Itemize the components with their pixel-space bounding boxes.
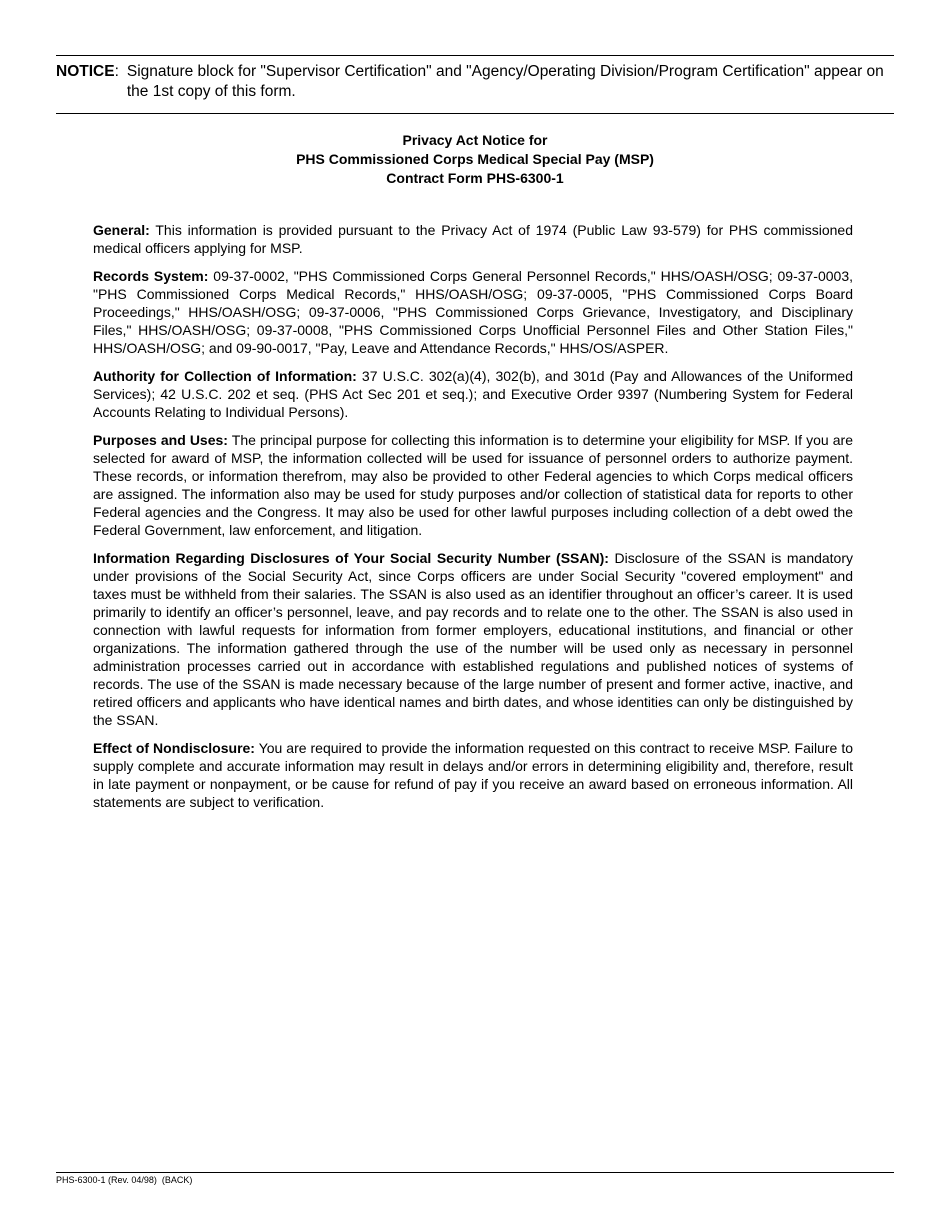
general-paragraph: [93, 221, 853, 257]
purposes-paragraph: [93, 431, 853, 539]
title-line-1: Privacy Act Notice for: [402, 132, 548, 148]
records-system-paragraph: [93, 267, 853, 357]
title-line-2: PHS Commissioned Corps Medical Special Pay (MSP): [296, 151, 654, 167]
authority-paragraph: [93, 367, 853, 421]
notice-colon: :: [114, 63, 119, 80]
footer-divider: [56, 1172, 894, 1173]
notice-block: [56, 62, 894, 102]
records-system-text: 09-37-0002, "PHS Commissioned Corps General Personnel Records," HHS/OASH/OSG; 09-37-0003, "PHS Commissioned Corps Medical Records," HHS/OASH/OSG; 09-37-0005, "PHS Commissioned Corps Board Proceedings," HHS/OASH/OSG; 09-37-0006, "PHS Commissioned Corps Grievance, Investigatory, and Disciplinary Files," HHS/OASH/OSG; 09-37-0008, "PHS Commissioned Corps Unofficial Personnel Files and Other Station Files," HHS/OASH/OSG; and 09-90-0017, "Pay, Leave and Attendance Records," HHS/OS/ASPER.: [93, 268, 854, 356]
document-title: [56, 131, 894, 188]
authority-heading: Authority for Collection of Information:: [93, 368, 357, 384]
purposes-text: The principal purpose for collecting this information is to determine your eligibility for MSP. If you are selected for award of MSP, the information collected will be used for issuance of personnel orders to authorize payment. These records, or information therefrom, may also be provided to other Federal agencies to which Corps medical officers are assigned. The information also may be used for study purposes and/or collection of statistical data for reports to other Federal agencies and the Congress. It may also be used for other lawful purposes including collection of a debt owed the Federal Government, law enforcement, and litigation.: [93, 432, 854, 538]
ssan-heading: Information Regarding Disclosures of Your Social Security Number (SSAN):: [93, 550, 609, 566]
ssan-paragraph: [93, 549, 853, 729]
ssan-text: Disclosure of the SSAN is mandatory under provisions of the Social Security Act, since Corps officers are under Social Security "covered employment" and taxes must be withheld from their salaries. The SSAN is also used as an identifier throughout an officer’s career. It is used primarily to identify an officer’s personnel, leave, and pay records and to relate one to the other. The SSAN is also used in connection with lawful requests for information from former employers, educational institutions, and financial or other organizations. The information gathered through the use of the number will be used only as necessary in personnel administration processes carried out in accordance with established regulations and published notices of systems of records. The use of the SSAN is made necessary because of the large number of present and former active, inactive, and retired officers and applicants who have identical names and birth dates, and whose identities can only be distinguished by the SSAN.: [93, 550, 854, 728]
title-line-3: Contract Form PHS-6300-1: [386, 170, 564, 186]
notice-label: NOTICE: [56, 63, 115, 80]
general-text: This information is provided pursuant to the Privacy Act of 1974 (Public Law 93-579) for PHS commissioned medical officers applying for MSP.: [93, 222, 853, 256]
nondisclosure-heading: Effect of Nondisclosure:: [93, 740, 255, 756]
top-divider: [56, 55, 894, 56]
notice-text: Signature block for "Supervisor Certification" and "Agency/Operating Division/Program Certification" appear on the 1st copy of this form.: [126, 63, 884, 100]
nondisclosure-text: You are required to provide the information requested on this contract to receive MSP. Failure to supply complete and accurate information may result in delays and/or errors in determining eligibility and, therefore, result in late payment or nonpayment, or be cause for refund of pay if you receive an award based on erroneous information. All statements are subject to verification.: [93, 740, 853, 810]
nondisclosure-paragraph: [93, 739, 853, 811]
form-id-footer: PHS-6300-1 (Rev. 04/98) (BACK): [56, 1175, 193, 1185]
privacy-notice-body: [93, 221, 853, 821]
authority-text: 37 U.S.C. 302(a)(4), 302(b), and 301d (Pay and Allowances of the Uniformed Services); 42 U.S.C. 202 et seq. (PHS Act Sec 201 et seq.); and Executive Order 9397 (Numbering System for Federal Accounts Relating to Individual Persons).: [93, 368, 853, 420]
general-heading: General:: [93, 222, 150, 238]
records-system-heading: Records System:: [93, 268, 209, 284]
purposes-heading: Purposes and Uses:: [93, 432, 228, 448]
notice-divider: [56, 113, 894, 114]
